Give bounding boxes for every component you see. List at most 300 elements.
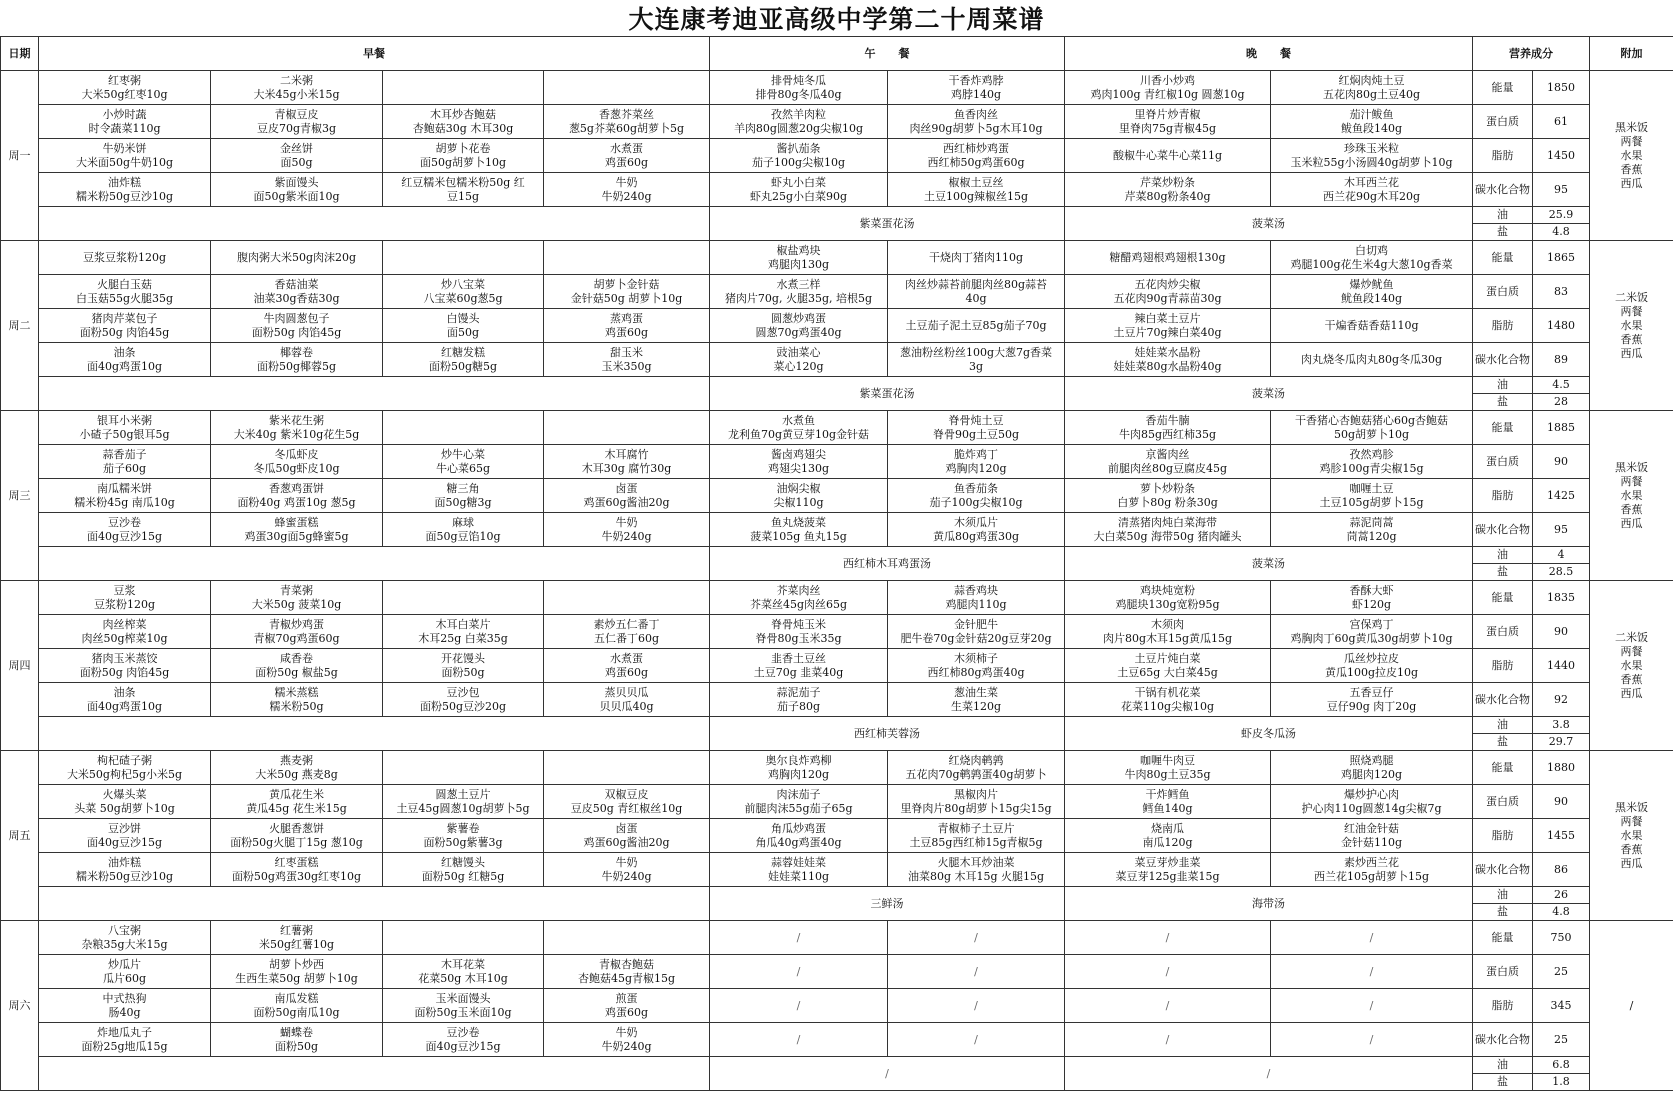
dish-name: 清蒸猪肉炖白菜海带 (1118, 515, 1218, 529)
nutrient-value: 90 (1533, 785, 1590, 819)
dish-ingredients: 牛心菜65g (435, 461, 491, 475)
dish-cell (383, 343, 544, 377)
dish-name: 爆炒鱿鱼 (1349, 277, 1394, 291)
oil-value: 4 (1533, 547, 1590, 564)
dish-cell (1065, 241, 1271, 275)
dish-cell (888, 921, 1065, 955)
dish-name: 蝴蝶卷 (280, 1025, 313, 1039)
dish-cell (1271, 649, 1473, 683)
dish-cell (888, 445, 1065, 479)
dish-name: 油条 (113, 685, 136, 699)
extra-item: 西瓜 (1620, 516, 1643, 530)
dish-name: 油炸糕 (108, 175, 141, 189)
dish-cell (39, 105, 211, 139)
dish-name: 甜玉米 (610, 345, 643, 359)
dish-ingredients: 面粉50g豆沙20g (419, 699, 507, 713)
dish-ingredients: 葱5g芥菜60g胡萝卜5g (568, 121, 685, 135)
dish-cell (710, 105, 888, 139)
dish-name: 木耳炒杏鲍菇 (430, 107, 496, 121)
extra-item: 黑米饭 (1615, 120, 1649, 134)
dish-name: 椰蓉卷 (280, 345, 313, 359)
dish-name: 中式热狗 (102, 991, 147, 1005)
dish-name: 红豆糯米包糯米粉50g 红 (401, 175, 525, 189)
dish-ingredients: 干煸香菇香菇110g (1324, 318, 1419, 332)
dish-cell (888, 513, 1065, 547)
dish-name: / (796, 964, 801, 978)
dish-name: 木须瓜片 (954, 515, 998, 529)
dish-cell (1065, 581, 1271, 615)
dish-cell (1065, 751, 1271, 785)
dish-ingredients: 鸡胸肉丁60g黄瓜30g胡萝卜10g (1290, 631, 1453, 645)
dish-name: 煎蛋 (615, 991, 638, 1005)
dish-cell (1065, 615, 1271, 649)
header-extra: 附加 (1590, 37, 1673, 71)
dish-ingredients: 鸡胸肉120g (945, 461, 1007, 475)
dish-name: 青菜粥 (280, 583, 313, 597)
dish-cell (888, 411, 1065, 445)
dish-cell (211, 343, 383, 377)
dish-ingredients: 大白菜50g 海带50g 猪肉罐头 (1093, 529, 1242, 543)
dish-ingredients: 鸡腿块130g宽粉95g (1115, 597, 1220, 611)
dish-cell (1271, 241, 1473, 275)
dish-name: 蒜蓉娃娃菜 (771, 855, 826, 869)
oil-label: 油 (1473, 377, 1533, 394)
day-label: 周五 (1, 751, 39, 921)
nutrient-value: 1835 (1533, 581, 1590, 615)
soup-blank (39, 887, 710, 921)
extra-item: 两餐 (1620, 134, 1643, 148)
dish-name: 珍珠玉米粒 (1344, 141, 1400, 155)
dish-cell (211, 275, 383, 309)
dish-cell (888, 309, 1065, 343)
dish-ingredients: 面40g鸡蛋10g (86, 699, 163, 713)
dish-cell (544, 241, 710, 275)
dish-name: 五香豆仔 (1349, 685, 1394, 699)
dish-ingredients: 牛肉85g西红柿35g (1118, 427, 1217, 441)
day-label: 周六 (1, 921, 39, 1091)
dish-cell (383, 479, 544, 513)
header-nutrition: 营养成分 (1473, 37, 1590, 71)
dish-cell (211, 479, 383, 513)
dish-cell (211, 411, 383, 445)
dish-cell (39, 241, 211, 275)
dish-name: 紫米花生粥 (269, 413, 324, 427)
dish-cell (39, 479, 211, 513)
dish-ingredients: 面粉50g 肉馅45g (251, 325, 342, 339)
nutrient-value: 90 (1533, 615, 1590, 649)
dish-cell (1065, 479, 1271, 513)
dish-name: 萝卜炒粉条 (1140, 481, 1196, 495)
dish-cell (888, 751, 1065, 785)
dish-name: 豆沙包 (446, 685, 480, 699)
dish-ingredients: 鸡翅尖130g (767, 461, 830, 475)
dish-cell (888, 105, 1065, 139)
dish-name: 虾丸小白菜 (771, 175, 826, 189)
dish-ingredients: 头菜 50g胡萝卜10g (74, 801, 175, 815)
dish-cell (1065, 411, 1271, 445)
dish-cell (888, 479, 1065, 513)
dish-name: 红焖肉炖土豆 (1338, 73, 1405, 87)
dish-cell (39, 921, 211, 955)
dish-cell (710, 581, 888, 615)
nutrient-value: 61 (1533, 105, 1590, 139)
dish-ingredients: 鸡肉100g 青红椒10g 圆葱10g (1090, 87, 1245, 101)
dish-ingredients: 前腿肉丝80g豆腐皮45g (1107, 461, 1228, 475)
dish-name: 宫保鸡丁 (1349, 617, 1394, 631)
dish-cell (710, 989, 888, 1023)
extra-cell (1590, 581, 1673, 751)
extra-item: 二米饭 (1615, 630, 1649, 644)
dish-cell (544, 683, 710, 717)
dish-cell (1271, 275, 1473, 309)
dish-name: 香葱芥菜丝 (599, 107, 654, 121)
dish-ingredients: 金针菇110g (1341, 835, 1403, 849)
dish-cell (888, 581, 1065, 615)
extra-cell (1590, 411, 1673, 581)
dish-cell (39, 615, 211, 649)
dish-ingredients: 面40g鸡蛋10g (86, 359, 163, 373)
oil-label: 油 (1473, 887, 1533, 904)
dish-ingredients: 冬瓜50g虾皮10g (253, 461, 340, 475)
dish-name: 玉米面馒头 (435, 991, 491, 1005)
dish-name: 火爆头菜 (102, 787, 147, 801)
dish-cell (888, 649, 1065, 683)
menu-row (1, 411, 1673, 445)
dish-cell (383, 105, 544, 139)
nutrient-label: 蛋白质 (1473, 615, 1533, 649)
dish-name: 椒椒土豆丝 (948, 175, 1004, 189)
menu-row (1, 751, 1673, 785)
dish-cell (544, 785, 710, 819)
dish-ingredients: 木耳30g 腐竹30g (581, 461, 672, 475)
dish-cell (1065, 921, 1271, 955)
dish-name: 糯米蒸糕 (274, 685, 319, 699)
dish-ingredients: 鸡腿100g花生米4g大葱10g香菜 (1290, 257, 1453, 271)
dish-name: 茄汁鲅鱼 (1349, 107, 1394, 121)
dish-cell (888, 1023, 1065, 1057)
dish-cell (383, 989, 544, 1023)
dish-cell (544, 649, 710, 683)
dish-ingredients: 小碴子50g银耳5g (79, 427, 170, 441)
oil-value: 26 (1533, 887, 1590, 904)
dish-name: / (1165, 930, 1170, 944)
dish-name: / (974, 930, 978, 944)
nutrient-value: 1850 (1533, 71, 1590, 105)
salt-label: 盐 (1473, 394, 1533, 411)
nutrient-value: 89 (1533, 343, 1590, 377)
day-label: 周三 (1, 411, 39, 581)
dish-ingredients: 鸡胸肉120g (767, 767, 830, 781)
dish-name: 青椒炒鸡蛋 (269, 617, 324, 631)
nutrient-label: 能量 (1473, 751, 1533, 785)
dish-cell (888, 173, 1065, 207)
dish-ingredients: 虾丸25g小白菜90g (749, 189, 848, 203)
dish-cell (39, 275, 211, 309)
menu-row (1, 241, 1673, 275)
dish-cell (1065, 1023, 1271, 1057)
dish-cell (544, 71, 710, 105)
nutrient-label: 脂肪 (1473, 819, 1533, 853)
dish-cell (1065, 785, 1271, 819)
nutrient-value: 1450 (1533, 139, 1590, 173)
dish-ingredients: 面40g豆沙15g (86, 529, 163, 543)
dish-name: 水煮蛋 (610, 651, 643, 665)
dish-ingredients: 糯米粉50g豆沙10g (75, 189, 174, 203)
menu-row (1, 445, 1673, 479)
dish-name: 水煮蛋 (610, 141, 643, 155)
dish-ingredients: 面粉50g火腿丁15g 葱10g (230, 835, 363, 849)
dish-cell (39, 581, 211, 615)
extra-item: 水果 (1620, 658, 1643, 672)
dish-ingredients: 面50g (280, 155, 313, 169)
dish-cell (710, 275, 888, 309)
salt-value: 29.7 (1533, 734, 1590, 751)
dish-cell (383, 1023, 544, 1057)
dish-cell (383, 513, 544, 547)
dish-ingredients: 鸡腿肉120g (1341, 767, 1403, 781)
nutrient-label: 碳水化合物 (1473, 173, 1533, 207)
dish-ingredients: 大米50g 燕麦8g (255, 767, 338, 781)
dish-name: 青椒柿子土豆片 (937, 821, 1015, 835)
lunch-soup: 三鲜汤 (710, 887, 1065, 921)
dish-cell (383, 921, 544, 955)
dish-ingredients: 油菜30g香菇30g (253, 291, 340, 305)
soup-blank (39, 547, 710, 581)
dish-cell (544, 751, 710, 785)
soup-row (1, 547, 1673, 564)
dish-name: 红糖发糕 (441, 345, 485, 359)
dish-name: 脆炸鸡丁 (954, 447, 998, 461)
oil-label: 油 (1473, 547, 1533, 564)
dish-cell (1065, 71, 1271, 105)
nutrient-label: 脂肪 (1473, 139, 1533, 173)
dish-cell (39, 955, 211, 989)
dish-cell (1065, 445, 1271, 479)
lunch-soup: 西红柿芙蓉汤 (710, 717, 1065, 751)
dish-name: 油焖尖椒 (776, 481, 821, 495)
dish-ingredients: 面粉50g紫薯3g (423, 835, 503, 849)
dish-name: 糖三角 (446, 481, 480, 495)
dish-ingredients: 米50g红薯10g (258, 937, 335, 951)
dish-name: 猪肉玉米蒸饺 (91, 651, 158, 665)
dish-name: 蒜泥茄子 (776, 685, 821, 699)
dish-name: / (974, 1032, 978, 1046)
nutrient-value: 25 (1533, 955, 1590, 989)
dish-cell (1271, 615, 1473, 649)
dish-cell (1271, 683, 1473, 717)
dish-name: 酱卤鸡翅尖 (771, 447, 826, 461)
dish-name: 干炸鳕鱼 (1145, 787, 1190, 801)
lunch-soup: / (710, 1057, 1065, 1091)
extra-item: 两餐 (1620, 474, 1643, 488)
dish-ingredients: 面40g豆沙15g (425, 1039, 501, 1053)
dish-ingredients: 鳕鱼140g (1142, 801, 1193, 815)
dish-ingredients: 面50g糖3g (434, 495, 492, 509)
salt-label: 盐 (1473, 1074, 1533, 1091)
dish-ingredients: 面40g豆沙15g (86, 835, 163, 849)
dish-cell (39, 853, 211, 887)
dish-name: 香葱鸡蛋饼 (269, 481, 324, 495)
extra-item: 两餐 (1620, 814, 1643, 828)
dish-cell (544, 343, 710, 377)
dish-name: 香菇油菜 (274, 277, 319, 291)
nutrient-label: 蛋白质 (1473, 105, 1533, 139)
dinner-soup: 菠菜汤 (1065, 547, 1473, 581)
dish-name: / (1369, 1032, 1374, 1046)
dish-ingredients: 西红柿50g鸡蛋60g (927, 155, 1025, 169)
lunch-soup: 紫菜蛋花汤 (710, 377, 1065, 411)
dish-ingredients: 糯米粉45g 南瓜10g (74, 495, 175, 509)
dish-name: 双椒豆皮 (604, 787, 649, 801)
menu-row (1, 683, 1673, 717)
extra-item: 香蕉 (1620, 162, 1643, 176)
nutrient-label: 脂肪 (1473, 649, 1533, 683)
dish-name: 里脊片炒青椒 (1134, 107, 1201, 121)
oil-value: 6.8 (1533, 1057, 1590, 1074)
dinner-soup: 菠菜汤 (1065, 377, 1473, 411)
day-label: 周二 (1, 241, 39, 411)
dish-cell (211, 581, 383, 615)
dish-name: 南瓜糯米饼 (97, 481, 152, 495)
dish-name: 土豆片炖白菜 (1134, 651, 1201, 665)
dish-ingredients: 尖椒110g (773, 495, 824, 509)
dish-cell (39, 819, 211, 853)
nutrient-label: 碳水化合物 (1473, 513, 1533, 547)
nutrient-value: 750 (1533, 921, 1590, 955)
dish-cell (888, 71, 1065, 105)
dish-name: 干香炸鸡脖 (948, 73, 1004, 87)
dish-cell (211, 105, 383, 139)
dish-cell (39, 139, 211, 173)
dish-cell (39, 751, 211, 785)
dish-ingredients: 面粉50g 红糖5g (421, 869, 505, 883)
dish-ingredients: 糯米粉50g豆沙10g (75, 869, 174, 883)
dish-name: 椒盐鸡块 (776, 243, 821, 257)
dish-ingredients: 鸡腿肉110g (945, 597, 1007, 611)
dish-cell (710, 955, 888, 989)
dish-name: 芹菜炒粉条 (1140, 175, 1196, 189)
dish-name: 炒瓜片 (108, 957, 141, 971)
dish-ingredients: 肉片80g木耳15g黄瓜15g (1102, 631, 1233, 645)
header-dinner: 晚 餐 (1065, 37, 1473, 71)
dish-cell (1065, 989, 1271, 1023)
lunch-soup: 紫菜蛋花汤 (710, 207, 1065, 241)
dish-ingredients: 脊骨90g土豆50g (932, 427, 1020, 441)
dish-ingredients: 大米40g 紫米10g花生5g (233, 427, 360, 441)
dish-ingredients: 面粉50g玉米面10g (414, 1005, 512, 1019)
dish-name: 胡萝卜金针菇 (593, 277, 660, 291)
dish-ingredients: 土豆茄子泥土豆85g茄子70g (905, 318, 1047, 332)
dish-ingredients: 白玉菇55g火腿35g (75, 291, 174, 305)
dish-ingredients: 腹肉粥大米50g肉沫20g (236, 250, 357, 264)
extra-item: 黑米饭 (1615, 800, 1649, 814)
nutrient-label: 碳水化合物 (1473, 1023, 1533, 1057)
dish-cell (1271, 343, 1473, 377)
dish-cell (710, 921, 888, 955)
dish-name: 牛奶 (615, 175, 638, 189)
dish-cell (39, 785, 211, 819)
dish-cell (1271, 989, 1473, 1023)
dish-cell (544, 309, 710, 343)
dish-cell (710, 1023, 888, 1057)
dish-name: 肉沫茄子 (776, 787, 821, 801)
dish-cell (544, 853, 710, 887)
page-title: 大连康考迪亚高级中学第二十周菜谱 (628, 5, 1045, 34)
menu-row (1, 921, 1673, 955)
dish-name: / (796, 930, 801, 944)
dish-name: 肉丝榨菜 (102, 617, 147, 631)
dish-name: 白馒头 (446, 311, 480, 325)
extra-item: 西瓜 (1620, 686, 1643, 700)
day-label: 周一 (1, 71, 39, 241)
dish-name: / (1165, 998, 1170, 1012)
nutrient-label: 脂肪 (1473, 989, 1533, 1023)
dish-name: 红糖馒头 (441, 855, 485, 869)
dish-cell (1065, 955, 1271, 989)
dish-name: 牛奶 (615, 1025, 638, 1039)
extra-item: 水果 (1620, 148, 1643, 162)
dish-name: / (1165, 964, 1170, 978)
dish-cell (544, 275, 710, 309)
dish-ingredients: 瓜片60g (102, 971, 147, 985)
dish-cell (710, 309, 888, 343)
nutrient-label: 蛋白质 (1473, 785, 1533, 819)
dish-name: 豆浆 (113, 583, 136, 597)
soup-blank (39, 207, 710, 241)
dish-ingredients: 大米50g红枣10g (81, 87, 168, 101)
dish-name: 排骨炖冬瓜 (771, 73, 826, 87)
dish-name: 圆葱土豆片 (435, 787, 491, 801)
dish-cell (888, 275, 1065, 309)
dish-cell (1065, 343, 1271, 377)
dish-cell (211, 921, 383, 955)
dish-cell (888, 785, 1065, 819)
dish-name: 川香小炒鸡 (1140, 73, 1196, 87)
dish-cell (383, 819, 544, 853)
dish-ingredients: 面粉50g 肉馅45g (79, 325, 170, 339)
extra-item: 香蕉 (1620, 672, 1643, 686)
menu-row (1, 71, 1673, 105)
dish-cell (1065, 275, 1271, 309)
dish-ingredients: 3g (968, 359, 984, 373)
extra-item: 二米饭 (1615, 290, 1649, 304)
menu-row (1, 853, 1673, 887)
dish-name: 孜然羊肉粒 (771, 107, 826, 121)
dish-name: 紫面馒头 (274, 175, 319, 189)
dish-ingredients: 娃娃菜80g水晶粉40g (1113, 359, 1222, 373)
dish-cell (710, 751, 888, 785)
dish-name: 麻球 (452, 515, 474, 529)
dinner-soup: 虾皮冬瓜汤 (1065, 717, 1473, 751)
salt-value: 1.8 (1533, 1074, 1590, 1091)
menu-row (1, 513, 1673, 547)
dish-ingredients: 菜心120g (773, 359, 824, 373)
dish-ingredients: 面粉25g地瓜15g (81, 1039, 168, 1053)
dish-ingredients: 土豆70g 韭菜40g (753, 665, 844, 679)
dish-ingredients: 面粉50g椰蓉5g (256, 359, 337, 373)
dish-ingredients: 鸡蛋60g (604, 155, 649, 169)
dish-name: 烧南瓜 (1151, 821, 1185, 835)
dish-cell (1065, 819, 1271, 853)
dish-cell (39, 1023, 211, 1057)
dish-cell (39, 649, 211, 683)
dish-name: / (796, 1032, 801, 1046)
dish-ingredients: 面50g豆馅10g (425, 529, 501, 543)
menu-row (1, 649, 1673, 683)
nutrient-value: 1425 (1533, 479, 1590, 513)
dish-cell (383, 615, 544, 649)
nutrient-label: 蛋白质 (1473, 275, 1533, 309)
